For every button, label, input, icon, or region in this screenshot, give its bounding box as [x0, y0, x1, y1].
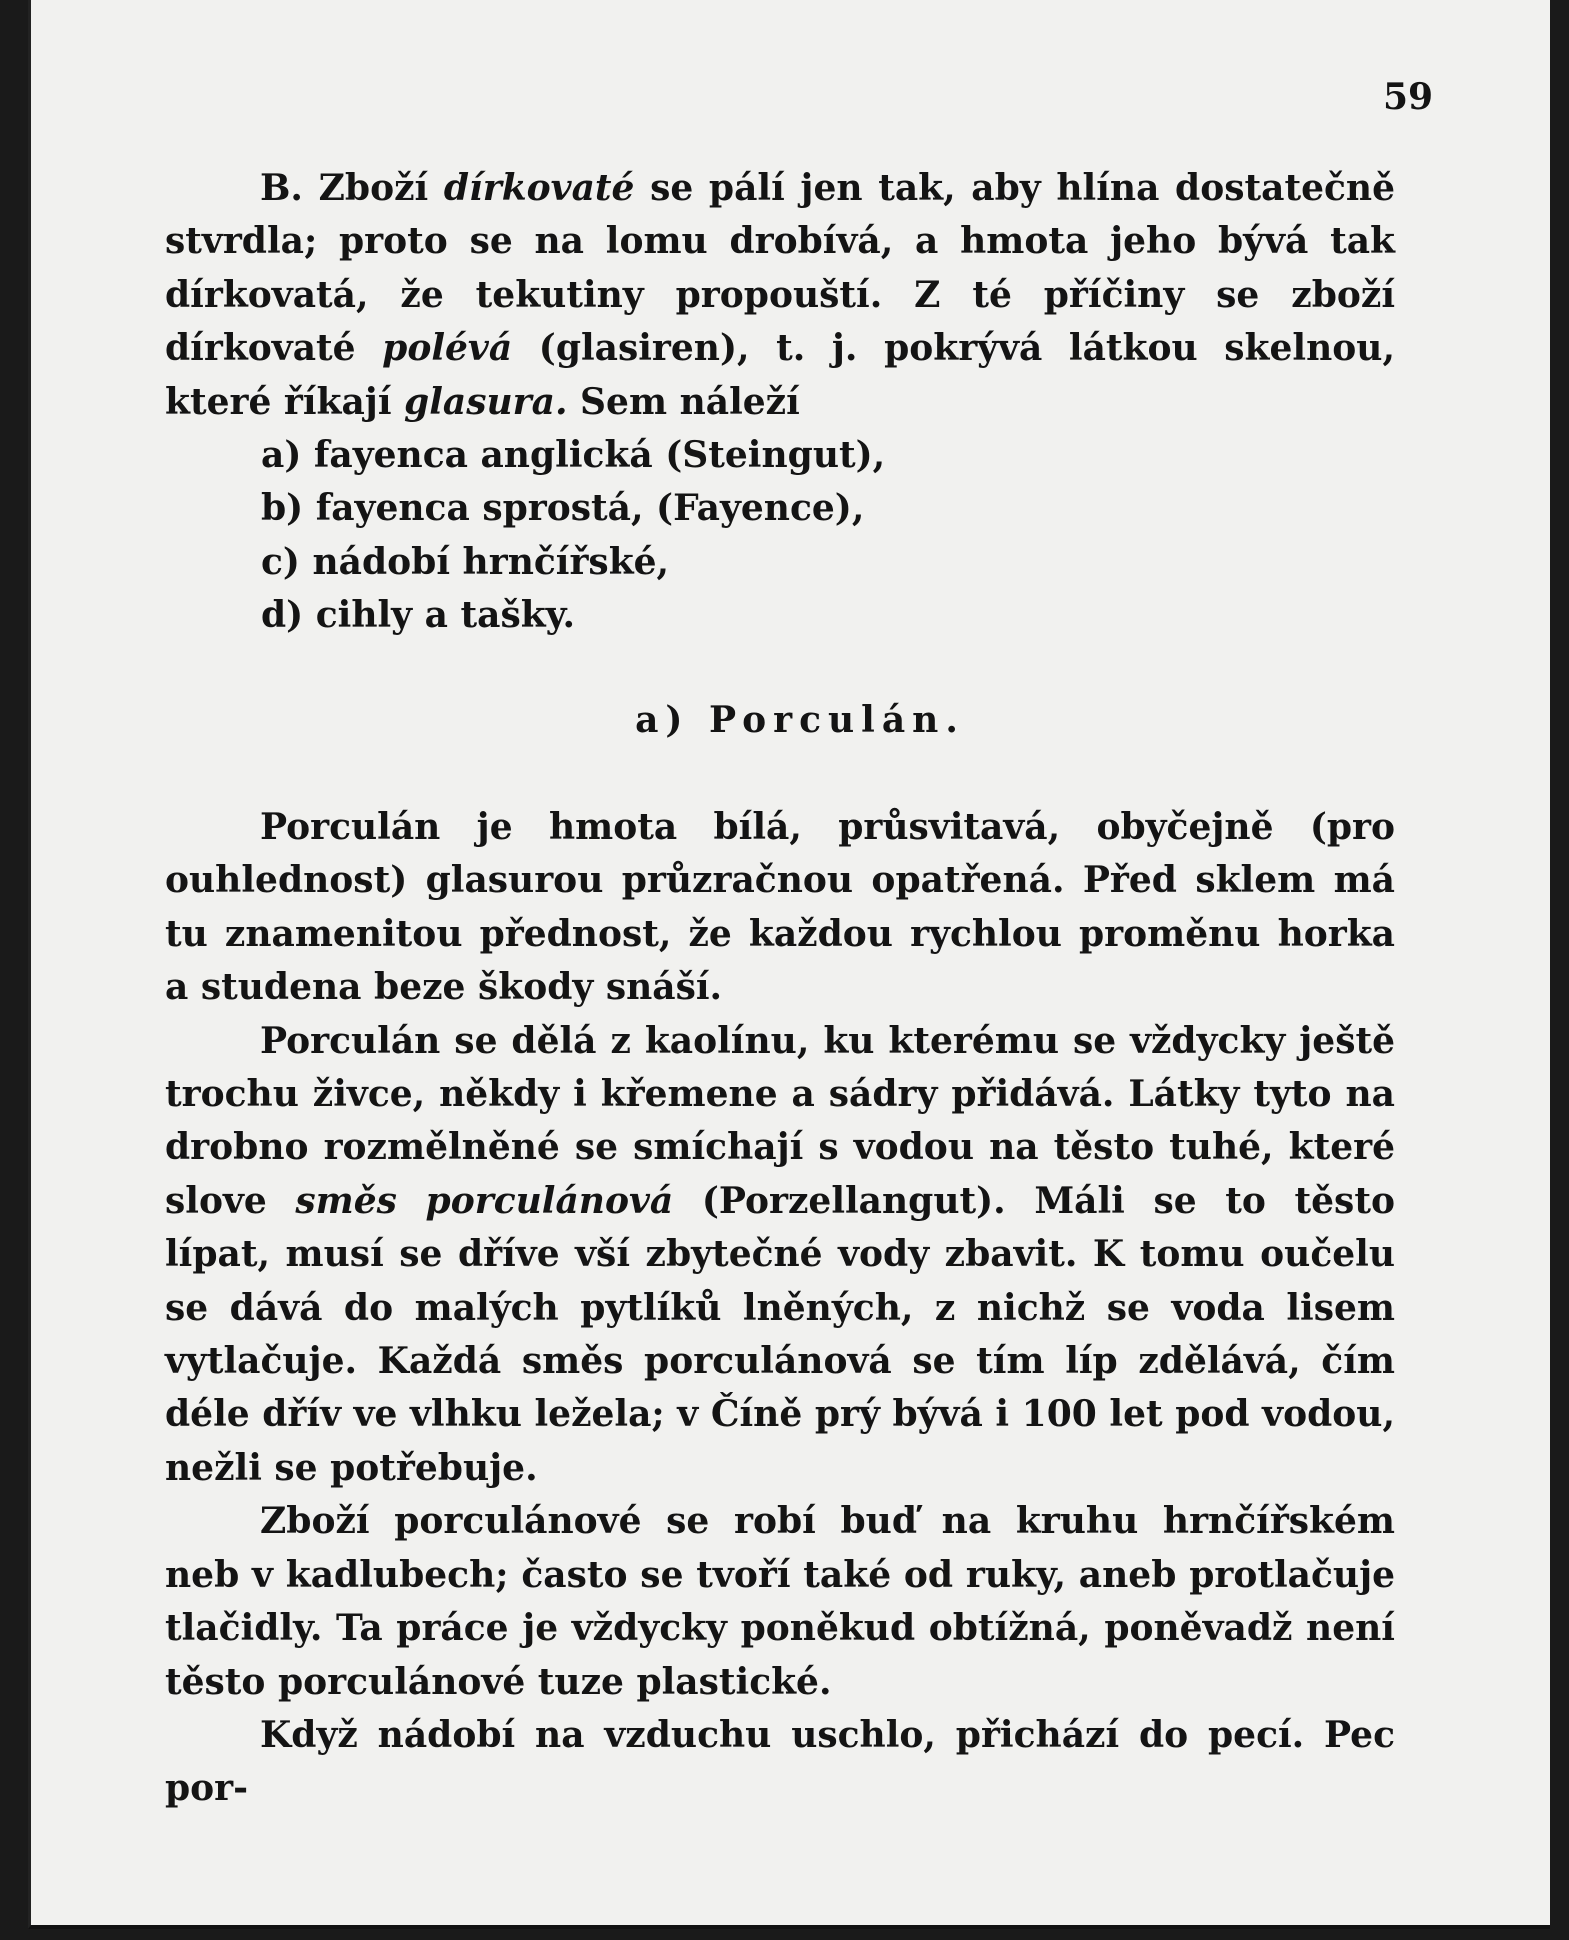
term-dirkovate: dírkovaté [443, 167, 635, 209]
section-b-paragraph [165, 162, 1395, 429]
section-b-block [165, 162, 1395, 797]
list-item: b) fayenca sprostá, (Fayence), [261, 487, 865, 530]
paragraph-2 [165, 1015, 1395, 1496]
term-smes-porculanova: směs porculánová [295, 1179, 674, 1222]
paragraph-2-b: (Porzellangut). Máli se to těsto lípat, musí se dříve vší zbytečné vody zbavit. K tomu oučelu se dává do malých pytlíků lněných, z nichž se voda lisem vytlačuje. Každá směs porculánová se tím líp zdělává, čím déle dřív ve vlhku ležela; v Číně prý bývá i 100 let pod vodou, nežli se potřebuje. [165, 1179, 1395, 1489]
section-b-text2: (glasiren), t. j. pokrývá látkou skelnou, které říkají [165, 327, 1395, 423]
term-glasura: glasura. [404, 380, 568, 423]
paragraph-4: Když nádobí na vzduchu uschlo, přichází do pecí. Pec por- [165, 1713, 1395, 1810]
book-page [28, 0, 1550, 1929]
page-number: 59 [1383, 76, 1434, 118]
paragraph-1: Porculán je hmota bílá, průsvitavá, obyčejně (pro ouhlednost) glasurou průzračnou opatřená. Před sklem má tu znamenitou přednost, že každou rychlou proměnu horka a studena beze škody snáší. [165, 806, 1395, 1009]
list-item: a) fayenca anglická (Steingut), [261, 434, 886, 477]
paragraph-2-a: Porculán se dělá z kaolínu, ku kterému se vždycky ještě trochu živce, někdy i křemene a sádry přidává. Látky tyto na drobno rozmělněné se smíchají s vodou na těsto tuhé, které slove [165, 1019, 1395, 1222]
list-item: d) cihly a tašky. [261, 594, 575, 637]
list-item: c) nádobí hrnčířské, [261, 540, 670, 583]
section-b-text3: Sem náleží [580, 380, 800, 423]
section-heading: a) Porculán. [635, 698, 965, 741]
term-poleva: polévá [382, 327, 513, 370]
section-b-lead: B. Zboží [260, 167, 429, 209]
category-list [261, 429, 1395, 643]
porculan-text [165, 801, 1395, 1816]
section-b-text1: se pálí jen tak, aby hlína dostatečně stvrdla; proto se na lomu drobívá, a hmota jeho bývá tak dírkovatá, že tekutiny propouští. Z té příčiny se zboží dírkovaté [165, 167, 1395, 370]
paragraph-3: Zboží porculánové se robí buď na kruhu hrnčířském neb v kadlubech; často se tvoří také od ruky, aneb protlačuje tlačidly. Ta práce je vždycky poněkud obtížná, poněvadž není těsto porculánové tuze plastické. [165, 1500, 1395, 1703]
